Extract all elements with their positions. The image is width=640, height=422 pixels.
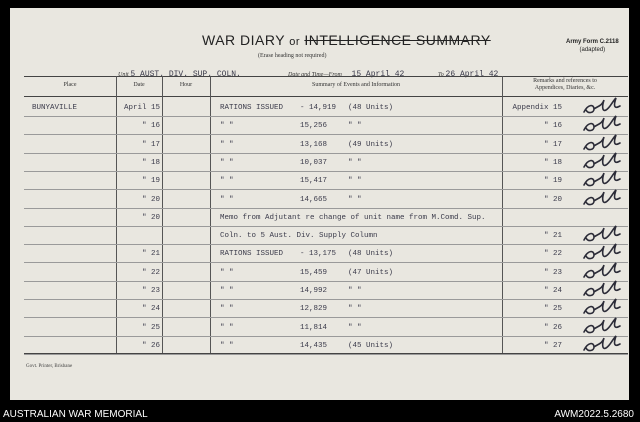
row-remark: " 16 bbox=[543, 122, 562, 131]
col-divider-remarks bbox=[502, 76, 503, 353]
row-rule bbox=[24, 208, 628, 209]
col-divider-date bbox=[116, 76, 117, 353]
row-summary-units: (45 Units) bbox=[348, 341, 394, 350]
war-diary-sheet bbox=[10, 8, 629, 400]
row-rule bbox=[24, 226, 628, 227]
row-rule bbox=[24, 153, 628, 154]
row-rule bbox=[24, 134, 628, 135]
header-remarks-line2: Appendices, Diaries, &c. bbox=[534, 85, 596, 91]
row-remark: " 25 bbox=[543, 305, 562, 314]
row-rule bbox=[24, 171, 628, 172]
row-rule bbox=[24, 299, 628, 300]
row-remark: " 19 bbox=[543, 177, 562, 186]
row-summary-count: 13,168 bbox=[300, 140, 328, 149]
caption-institution: AUSTRALIAN WAR MEMORIAL bbox=[3, 409, 148, 420]
row-summary-label: " " bbox=[220, 177, 234, 186]
row-date: " 16 bbox=[141, 122, 160, 131]
row-summary-label: " " bbox=[220, 323, 234, 332]
row-rule bbox=[24, 354, 628, 355]
row-date: April 15 bbox=[123, 104, 160, 112]
row-rule bbox=[24, 189, 628, 190]
row-date: " 25 bbox=[141, 323, 160, 332]
row-rule bbox=[24, 336, 628, 337]
row-summary-label: " " bbox=[220, 158, 234, 167]
row-summary-units: " " bbox=[348, 158, 362, 167]
date-from-label: Date and Time—From bbox=[288, 72, 342, 78]
unit-line bbox=[118, 70, 241, 79]
date-to-value: 26 April 42 bbox=[445, 70, 499, 79]
row-summary-count: 15,459 bbox=[300, 268, 328, 277]
row-remark: Appendix 15 bbox=[512, 104, 562, 112]
date-to-label: To bbox=[438, 72, 444, 78]
army-form-line1: Army Form C.2118 bbox=[566, 39, 619, 45]
row-date: " 19 bbox=[141, 177, 160, 186]
row-summary-count: - 13,175 bbox=[300, 250, 337, 259]
row-summary-label: " " bbox=[220, 268, 234, 277]
row-remark: " 24 bbox=[543, 287, 562, 295]
row-rule bbox=[24, 116, 628, 117]
row-summary-units: (48 Units) bbox=[348, 250, 394, 259]
row-remark: " 18 bbox=[543, 158, 562, 167]
row-remark: " 23 bbox=[543, 268, 562, 277]
table-top-rule bbox=[24, 76, 628, 77]
row-summary-count: 14,435 bbox=[300, 341, 328, 350]
row-summary-units: (49 Units) bbox=[348, 140, 394, 149]
row-date: " 26 bbox=[141, 341, 160, 350]
unit-label: Unit bbox=[118, 72, 129, 78]
row-rule bbox=[24, 317, 628, 318]
row-summary-count: 11,814 bbox=[300, 323, 328, 332]
row-summary-label: RATIONS ISSUED bbox=[220, 104, 284, 112]
col-divider-hour bbox=[162, 76, 163, 353]
initials-signature bbox=[580, 332, 624, 356]
title-war-diary: WAR DIARY bbox=[202, 32, 285, 48]
row-date: " 24 bbox=[141, 305, 160, 314]
row-rule bbox=[24, 281, 628, 282]
row-summary-units: " " bbox=[348, 177, 362, 186]
initials-signature bbox=[580, 186, 624, 210]
row-summary-label: " " bbox=[220, 305, 234, 314]
header-remarks-line1: Remarks and references to bbox=[533, 78, 597, 84]
row-remark: " 27 bbox=[543, 341, 562, 350]
row-summary-label: RATIONS ISSUED bbox=[220, 250, 284, 259]
row-summary-label: " " bbox=[220, 195, 234, 204]
row-summary-count: 15,417 bbox=[300, 177, 328, 186]
row-remark: " 17 bbox=[543, 140, 562, 149]
header-hour: Hour bbox=[179, 82, 193, 88]
row-summary-count: 10,037 bbox=[300, 158, 328, 167]
row-remark: " 26 bbox=[543, 323, 562, 332]
row-date: " 20 bbox=[141, 195, 160, 204]
row-rule bbox=[24, 244, 628, 245]
row-date: " 21 bbox=[141, 250, 160, 259]
erase-heading-note: (Erase heading not required) bbox=[258, 53, 327, 59]
row-summary-units: " " bbox=[348, 122, 362, 131]
row-summary-label: " " bbox=[220, 122, 234, 131]
army-form-line2: (adapted) bbox=[579, 47, 606, 53]
row-summary-units: (48 Units) bbox=[348, 104, 394, 112]
row-summary-units: " " bbox=[348, 287, 362, 295]
caption-accession-number: AWM2022.5.2680 bbox=[554, 409, 634, 420]
row-summary-label: " " bbox=[220, 341, 234, 350]
header-place: Place bbox=[63, 82, 77, 88]
row-summary-units: " " bbox=[348, 323, 362, 332]
row-summary-count: - 14,919 bbox=[300, 104, 337, 112]
row-date: " 17 bbox=[141, 140, 160, 149]
row-summary-count: 12,829 bbox=[300, 305, 328, 314]
army-form-number bbox=[566, 38, 619, 54]
printer-credit: Govt. Printer, Brisbane bbox=[26, 364, 73, 369]
row-date: " 22 bbox=[141, 268, 160, 277]
row-summary-label: " " bbox=[220, 287, 234, 295]
row-date: " 23 bbox=[141, 287, 160, 295]
row-date: " 20 bbox=[141, 213, 160, 222]
row-summary-count: 15,256 bbox=[300, 122, 328, 131]
row-summary-label: " " bbox=[220, 140, 234, 149]
row-rule bbox=[24, 262, 628, 263]
table-header-rule bbox=[24, 96, 628, 97]
title-intelligence-summary: INTELLIGENCE SUMMARY bbox=[304, 32, 491, 48]
row-summary: Coln. to 5 Aust. Div. Supply Column bbox=[220, 232, 378, 241]
header-remarks bbox=[502, 78, 628, 92]
header-summary: Summary of Events and Information bbox=[312, 82, 400, 88]
unit-value: 5 AUST. DIV. SUP. COLN. bbox=[130, 70, 241, 79]
col-divider-summary bbox=[210, 76, 211, 353]
row-summary-units: " " bbox=[348, 195, 362, 204]
title-or: or bbox=[289, 36, 300, 48]
row-remark: " 21 bbox=[543, 232, 562, 241]
row-remark: " 20 bbox=[543, 195, 562, 204]
row-summary-count: 14,665 bbox=[300, 195, 328, 204]
row-remark: " 22 bbox=[543, 250, 562, 259]
row-place: BUNYAVILLE bbox=[32, 104, 78, 112]
date-to-line bbox=[438, 70, 498, 79]
diary-title bbox=[202, 32, 491, 48]
date-from-value: 15 April 42 bbox=[351, 70, 405, 79]
row-summary-count: 14,992 bbox=[300, 287, 328, 295]
row-summary: Memo from Adjutant re change of unit name from M.Comd. Sup. bbox=[220, 213, 486, 222]
row-summary-units: " " bbox=[348, 305, 362, 314]
row-summary-units: (47 Units) bbox=[348, 268, 394, 277]
row-date: " 18 bbox=[141, 158, 160, 167]
date-from-line bbox=[288, 70, 404, 79]
header-date: Date bbox=[133, 82, 145, 88]
